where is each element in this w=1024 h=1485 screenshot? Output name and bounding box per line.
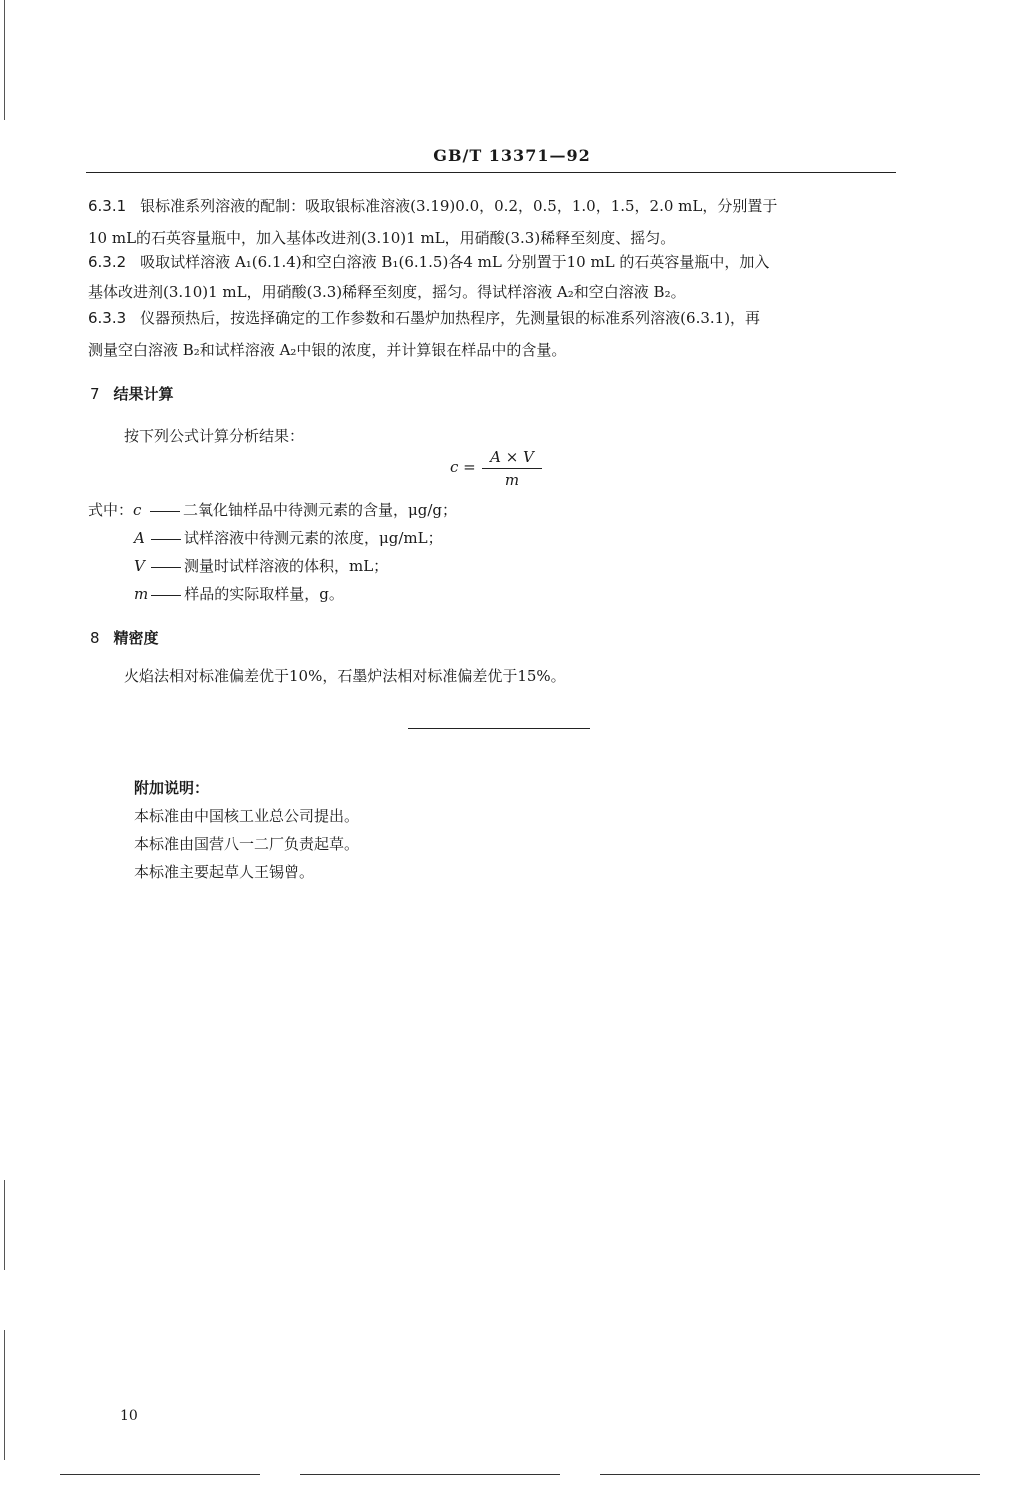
page-number: 10 — [120, 1408, 138, 1424]
paragraph-line: 银标准系列溶液的配制：吸取银标准溶液(3.19)0.0，0.2，0.5，1.0，1.5，2.0 mL，分别置于 — [140, 197, 778, 215]
paragraph-line: 10 mL的石英容量瓶中，加入基体改进剂(3.10)1 mL，用硝酸(3.3)稀释至刻度、摇匀。 — [88, 229, 676, 247]
section-number: 6.3.1 — [88, 197, 127, 215]
var-description: 二氧化铀样品中待测元素的含量，μg/g； — [183, 501, 458, 519]
appendix-line: 本标准主要起草人王锡曾。 — [134, 863, 315, 881]
var-description: 样品的实际取样量，g。 — [184, 585, 344, 603]
formula-lhs: c = — [450, 458, 476, 476]
paragraph-line: 基体改进剂(3.10)1 mL，用硝酸(3.3)稀释至刻度，摇匀。得试样溶液 A₂和空白溶液 B₂。 — [88, 283, 686, 301]
section-8-heading — [90, 626, 159, 650]
em-dash — [151, 567, 181, 568]
section-number: 7 — [90, 385, 100, 403]
scan-margin-line — [4, 0, 5, 120]
appendix-title: 附加说明： — [134, 779, 210, 797]
paragraph-line: 仪器预热后，按选择确定的工作参数和石墨炉加热程序，先测量银的标准系列溶液(6.3.1)，再 — [140, 309, 761, 327]
formula-denominator: m — [504, 471, 520, 489]
section-title: 结果计算 — [113, 385, 174, 403]
scan-margin-line — [4, 1330, 5, 1460]
precision-text: 火焰法相对标准偏差优于10%，石墨炉法相对标准偏差优于15%。 — [124, 667, 566, 685]
paragraph-line: 测量空白溶液 B₂和试样溶液 A₂中银的浓度，并计算银在样品中的含量。 — [88, 341, 567, 359]
var-row-m — [134, 582, 344, 606]
var-symbol: A — [134, 529, 145, 547]
appendix-line: 本标准由中国核工业总公司提出。 — [134, 807, 360, 825]
section-6-3-1 — [88, 194, 777, 218]
section-number: 8 — [90, 629, 100, 647]
scan-bottom-line — [300, 1474, 560, 1475]
formula-fraction — [482, 446, 542, 491]
section-6-3-2 — [88, 250, 769, 274]
section-6-3-3 — [88, 306, 760, 330]
scan-bottom-line — [60, 1474, 260, 1475]
formula-intro: 按下列公式计算分析结果： — [124, 427, 305, 445]
appendix-line: 本标准由国营八一二厂负责起草。 — [134, 835, 360, 853]
header-rule — [86, 172, 896, 173]
var-symbol: c — [133, 501, 142, 519]
scan-margin-line — [4, 1180, 5, 1270]
var-symbol: m — [134, 585, 149, 603]
var-row-c — [88, 498, 457, 522]
formula-numerator: A × V — [482, 446, 542, 469]
where-label: 式中： — [88, 501, 134, 519]
em-dash — [151, 595, 181, 596]
scan-bottom-line — [600, 1474, 980, 1475]
var-symbol: V — [134, 557, 145, 575]
var-row-a — [134, 526, 443, 550]
section-7-heading — [90, 382, 174, 406]
em-dash — [151, 539, 181, 540]
end-rule — [408, 728, 590, 729]
em-dash — [150, 511, 180, 512]
var-description: 测量时试样溶液的体积，mL； — [184, 557, 389, 575]
var-description: 试样溶液中待测元素的浓度，μg/mL； — [184, 529, 443, 547]
var-row-v — [134, 554, 388, 578]
page-header: GB/T 13371—92 — [433, 146, 591, 165]
section-title: 精密度 — [113, 629, 159, 647]
section-number: 6.3.3 — [88, 309, 127, 327]
paragraph-line: 吸取试样溶液 A₁(6.1.4)和空白溶液 B₁(6.1.5)各4 mL 分别置于10 mL 的石英容量瓶中，加入 — [140, 253, 770, 271]
section-number: 6.3.2 — [88, 253, 127, 271]
